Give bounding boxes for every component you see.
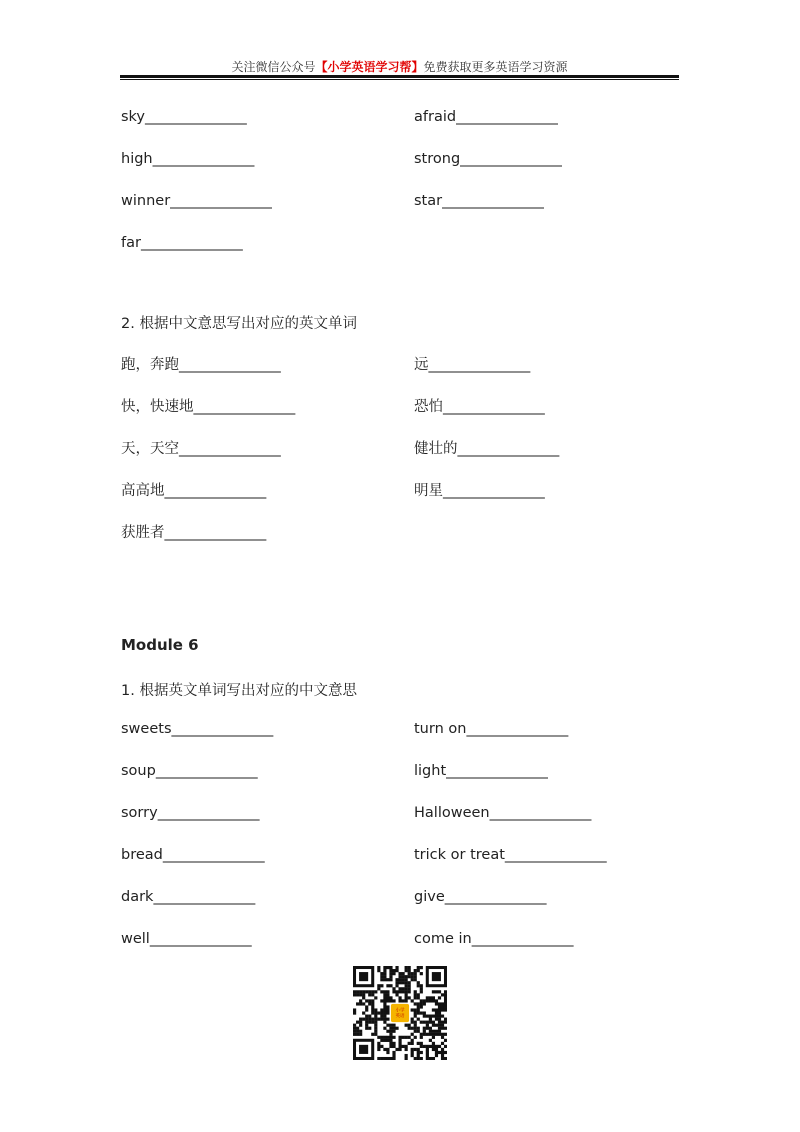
word-item: winner_______________ — [121, 193, 272, 209]
qr-code-icon — [353, 966, 447, 1060]
word-item: 天，天空_______________ — [121, 441, 281, 457]
word-item: soup_______________ — [121, 763, 258, 779]
word-item: 高高地_______________ — [121, 483, 266, 499]
word-item: high_______________ — [121, 151, 254, 167]
word-item: strong_______________ — [414, 151, 562, 167]
word-item: 获胜者_______________ — [121, 525, 266, 541]
qr-badge-text: 小学 — [395, 1008, 405, 1014]
word-item: turn on_______________ — [414, 721, 568, 737]
header-rule-thin — [120, 79, 679, 80]
module-subtitle: 1. 根据英文单词写出对应的中文意思 — [121, 683, 357, 699]
word-item: 健壮的_______________ — [414, 441, 559, 457]
word-item: sky_______________ — [121, 109, 247, 125]
word-item: far_______________ — [121, 235, 243, 251]
word-item: sweets_______________ — [121, 721, 273, 737]
word-item: star_______________ — [414, 193, 544, 209]
word-item: 明星_______________ — [414, 483, 545, 499]
header-rule-thick — [120, 75, 679, 78]
word-item: bread_______________ — [121, 847, 265, 863]
page-header — [120, 58, 679, 75]
word-item: sorry_______________ — [121, 805, 259, 821]
word-item: give_______________ — [414, 889, 546, 905]
word-item: come in_______________ — [414, 931, 573, 947]
header-brand: 【小学英语学习帮】 — [315, 60, 424, 74]
word-item: afraid_______________ — [414, 109, 558, 125]
word-item: 跑，奔跑_______________ — [121, 357, 281, 373]
section-b-title: 2. 根据中文意思写出对应的英文单词 — [121, 316, 357, 332]
word-item: Halloween_______________ — [414, 805, 591, 821]
word-item: 恐怕_______________ — [414, 399, 545, 415]
word-item: 快，快速地_______________ — [121, 399, 295, 415]
word-item: dark_______________ — [121, 889, 255, 905]
header-suffix: 免费获取更多英语学习资源 — [423, 60, 568, 74]
word-item: 远_______________ — [414, 357, 530, 373]
qr-badge-text: 英语 — [395, 1014, 405, 1019]
header-prefix: 关注微信公众号 — [231, 60, 316, 74]
module-title: Module 6 — [121, 636, 199, 654]
word-item: well_______________ — [121, 931, 252, 947]
word-item: trick or treat_______________ — [414, 847, 607, 863]
word-item: light_______________ — [414, 763, 548, 779]
